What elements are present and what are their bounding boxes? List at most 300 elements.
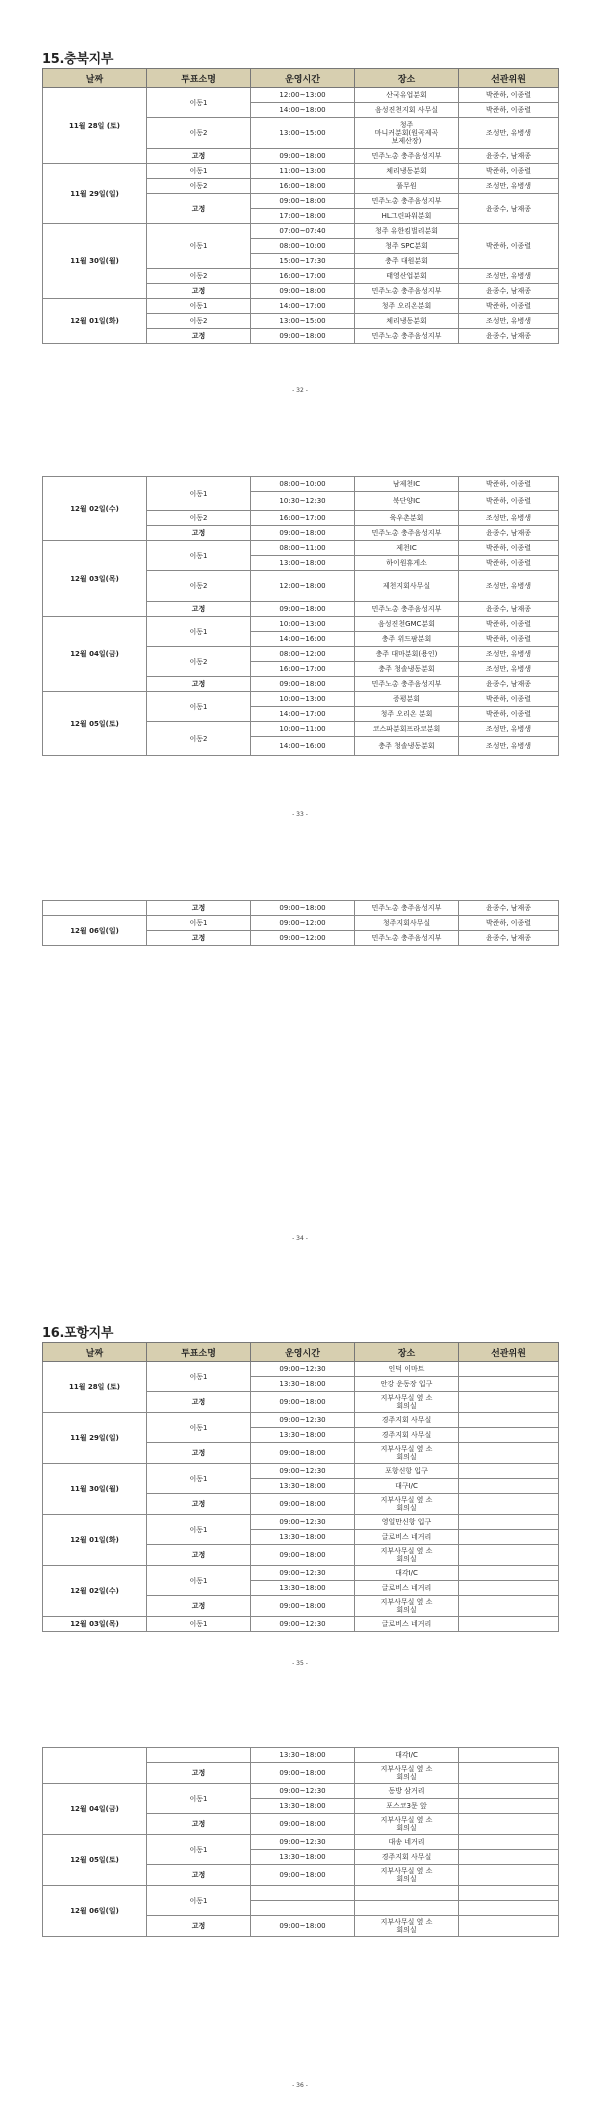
table-cell: 민주노총 충주음성지부	[355, 194, 459, 209]
table-cell: HL그린파워분회	[355, 209, 459, 224]
table-cell: 지부사무실 옆 소 회의실	[355, 1596, 459, 1617]
table-cell	[43, 901, 147, 916]
table-cell: 윤종수, 남재종	[459, 602, 559, 617]
table-cell: 포항신항 입구	[355, 1464, 459, 1479]
table-cell: 지부사무실 옆 소 회의실	[355, 1443, 459, 1464]
table-cell: 15:00~17:30	[251, 254, 355, 269]
table-cell: 10:30~12:30	[251, 492, 355, 511]
table-cell	[459, 1413, 559, 1428]
table-row	[43, 1362, 559, 1377]
table-cell: 17:00~18:00	[251, 209, 355, 224]
table-cell: 16:00~18:00	[251, 179, 355, 194]
table-cell: 09:00~18:00	[251, 1814, 355, 1835]
table-cell: 이동2	[147, 314, 251, 329]
table-cell: 고정	[147, 931, 251, 946]
table-cell: 09:00~18:00	[251, 1392, 355, 1413]
column-header: 선관위원	[459, 1343, 559, 1362]
column-header: 투표소명	[147, 1343, 251, 1362]
column-header: 투표소명	[147, 69, 251, 88]
table-row	[43, 1566, 559, 1581]
table-cell: 경주지회 사무실	[355, 1850, 459, 1865]
table-cell: 고정	[147, 602, 251, 617]
table-cell: 11월 29일(일)	[43, 164, 147, 224]
table-cell	[459, 1464, 559, 1479]
table-cell: 지부사무실 옆 소 회의실	[355, 1916, 459, 1937]
table-cell: 09:00~18:00	[251, 1916, 355, 1937]
table-cell: 09:00~18:00	[251, 1494, 355, 1515]
table-cell: 조성만, 유병생	[459, 737, 559, 756]
table-cell: 민주노총 충주음성지부	[355, 931, 459, 946]
table-cell: 글로비스 네거리	[355, 1617, 459, 1632]
table-cell: 윤종수, 남재종	[459, 284, 559, 299]
table-cell: 12월 05일(토)	[43, 1835, 147, 1886]
table-cell: 박준하, 이종렬	[459, 541, 559, 556]
table-cell: 조성만, 유병생	[459, 314, 559, 329]
table-cell: 박준하, 이종렬	[459, 617, 559, 632]
table-cell: 박준하, 이종렬	[459, 916, 559, 931]
table-row	[43, 617, 559, 632]
table-cell: 09:00~12:00	[251, 916, 355, 931]
table-cell: 청주 오리온 분회	[355, 707, 459, 722]
table-cell: 고정	[147, 1763, 251, 1784]
table-cell	[459, 1916, 559, 1937]
table-cell: 대구I/C	[355, 1479, 459, 1494]
table-cell: 13:00~15:00	[251, 118, 355, 149]
table-cell: 이동1	[147, 477, 251, 511]
table-cell: 10:00~11:00	[251, 722, 355, 737]
page-33-table-host	[0, 476, 532, 756]
table-cell: 민주노총 충주음성지부	[355, 149, 459, 164]
table-cell	[251, 1901, 355, 1916]
table-cell: 제천IC	[355, 541, 459, 556]
table-cell: 윤종수, 남재종	[459, 526, 559, 541]
table-cell: 지부사무실 옆 소 회의실	[355, 1814, 459, 1835]
table-cell: 조성만, 유병생	[459, 647, 559, 662]
table-cell	[147, 1748, 251, 1763]
table-cell: 09:00~18:00	[251, 1763, 355, 1784]
table-cell	[459, 1799, 559, 1814]
table-cell: 조성만, 유병생	[459, 269, 559, 284]
table-cell: 북단양IC	[355, 492, 459, 511]
table-cell: 08:00~11:00	[251, 541, 355, 556]
table-row	[43, 692, 559, 707]
schedule-table	[42, 68, 559, 344]
table-cell: 청주지회사무실	[355, 916, 459, 931]
table-cell: 박준하, 이종렬	[459, 299, 559, 314]
table-cell: 12월 02일(수)	[43, 477, 147, 541]
table-cell: 이동1	[147, 1617, 251, 1632]
page-number: - 33 -	[292, 811, 308, 818]
table-cell: 고정	[147, 1443, 251, 1464]
table-row	[43, 164, 559, 179]
table-cell: 청주 SPC분회	[355, 239, 459, 254]
table-cell: 이동1	[147, 164, 251, 179]
table-cell: 충주 위드팜분회	[355, 632, 459, 647]
table-cell: 이동1	[147, 541, 251, 571]
table-cell: 이동1	[147, 88, 251, 118]
table-cell: 09:00~18:00	[251, 1865, 355, 1886]
table-cell: 지부사무실 옆 소 회의실	[355, 1392, 459, 1413]
table-cell: 09:00~18:00	[251, 1545, 355, 1566]
table-cell: 09:00~12:30	[251, 1515, 355, 1530]
table-cell: 고정	[147, 677, 251, 692]
table-cell: 고정	[147, 1545, 251, 1566]
table-cell: 09:00~12:00	[251, 931, 355, 946]
table-cell: 민주노총 충주음성지부	[355, 284, 459, 299]
table-cell: 이동2	[147, 179, 251, 194]
table-cell: 인덕 이마트	[355, 1362, 459, 1377]
table-cell: 09:00~18:00	[251, 149, 355, 164]
table-cell: 이동1	[147, 1515, 251, 1545]
table-row	[43, 901, 559, 916]
table-cell: 12월 04일(금)	[43, 617, 147, 692]
column-header: 날짜	[43, 1343, 147, 1362]
schedule-table	[42, 900, 559, 946]
table-cell: 이동1	[147, 1566, 251, 1596]
table-row	[43, 1617, 559, 1632]
table-cell: 11:00~13:00	[251, 164, 355, 179]
table-cell: 대각I/C	[355, 1566, 459, 1581]
table-cell: 고정	[147, 1392, 251, 1413]
page-35-table-host	[0, 1342, 526, 1632]
table-cell: 10:00~13:00	[251, 692, 355, 707]
table-cell	[459, 1814, 559, 1835]
table-cell: 증평분회	[355, 692, 459, 707]
table-cell: 14:00~17:00	[251, 299, 355, 314]
table-cell: 고정	[147, 901, 251, 916]
table-cell	[355, 1886, 459, 1901]
table-cell: 충주 청솔냉동분회	[355, 737, 459, 756]
table-cell: 고정	[147, 1865, 251, 1886]
table-cell: 산국유업분회	[355, 88, 459, 103]
table-cell: 이동1	[147, 224, 251, 269]
column-header: 장소	[355, 69, 459, 88]
table-cell: 체리냉동분회	[355, 164, 459, 179]
table-cell: 남제천IC	[355, 477, 459, 492]
table-cell: 조성만, 유병생	[459, 722, 559, 737]
table-cell: 충주 대마분회(용인)	[355, 647, 459, 662]
table-cell: 12월 06일(일)	[43, 916, 147, 946]
table-row	[43, 541, 559, 556]
table-row	[43, 1784, 559, 1799]
table-cell: 이동1	[147, 1784, 251, 1814]
table-cell	[459, 1494, 559, 1515]
table-cell: 09:00~12:30	[251, 1464, 355, 1479]
column-header: 선관위원	[459, 69, 559, 88]
table-cell: 12월 03일(목)	[43, 541, 147, 617]
table-cell: 이동1	[147, 1835, 251, 1865]
table-cell: 윤종수, 남재종	[459, 149, 559, 164]
table-cell: 08:00~12:00	[251, 647, 355, 662]
table-cell: 포스코3문 앞	[355, 1799, 459, 1814]
table-cell: 이동1	[147, 617, 251, 647]
table-cell: 고정	[147, 194, 251, 224]
table-cell	[459, 1748, 559, 1763]
table-cell	[459, 1617, 559, 1632]
table-cell: 박준하, 이종렬	[459, 88, 559, 103]
table-cell: 조성만, 유병생	[459, 662, 559, 677]
table-cell: 11월 28일 (토)	[43, 88, 147, 164]
table-cell: 12월 03일(목)	[43, 1617, 147, 1632]
table-cell: 16:00~17:00	[251, 662, 355, 677]
page-number: - 32 -	[292, 387, 308, 394]
schedule-table	[42, 1747, 559, 1937]
table-cell: 글로비스 네거리	[355, 1581, 459, 1596]
table-cell: 13:30~18:00	[251, 1377, 355, 1392]
table-cell: 청주 유한킴벌리분회	[355, 224, 459, 239]
schedule-table	[42, 476, 559, 756]
table-cell: 13:00~15:00	[251, 314, 355, 329]
table-cell: 동방 삼거리	[355, 1784, 459, 1799]
table-cell	[459, 1865, 559, 1886]
page-number: - 35 -	[292, 1660, 308, 1667]
table-cell: 충주 청솔냉동분회	[355, 662, 459, 677]
table-cell: 청주 마니커분회(원곡제곡 보제산장)	[355, 118, 459, 149]
table-cell: 대각I/C	[355, 1748, 459, 1763]
table-cell: 14:00~17:00	[251, 707, 355, 722]
table-cell: 조성만, 유병생	[459, 118, 559, 149]
table-cell: 12월 02일(수)	[43, 1566, 147, 1617]
table-cell: 이동1	[147, 1413, 251, 1443]
table-cell: 민주노총 충주음성지부	[355, 329, 459, 344]
table-cell	[459, 1835, 559, 1850]
table-cell: 16:00~17:00	[251, 269, 355, 284]
table-cell: 윤종수, 남재종	[459, 931, 559, 946]
table-cell: 이동1	[147, 1464, 251, 1494]
table-cell	[459, 1530, 559, 1545]
table-cell	[459, 1443, 559, 1464]
table-cell: 16:00~17:00	[251, 511, 355, 526]
table-cell: 11월 29일(일)	[43, 1413, 147, 1464]
table-cell: 박준하, 이종렬	[459, 103, 559, 118]
table-cell: 안강 운동장 입구	[355, 1377, 459, 1392]
table-cell: 박준하, 이종렬	[459, 224, 559, 269]
table-cell: 고정	[147, 526, 251, 541]
table-cell: 박준하, 이종렬	[459, 632, 559, 647]
table-cell: 윤종수, 남재종	[459, 194, 559, 224]
table-cell: 코스파분회프라코분회	[355, 722, 459, 737]
table-row	[43, 88, 559, 103]
table-cell: 11월 30일(월)	[43, 224, 147, 299]
table-cell: 이동2	[147, 722, 251, 756]
table-cell: 13:30~18:00	[251, 1581, 355, 1596]
table-cell: 지부사무실 옆 소 회의실	[355, 1763, 459, 1784]
table-cell	[459, 1515, 559, 1530]
table-cell: 14:00~16:00	[251, 737, 355, 756]
table-cell: 민주노총 충주음성지부	[355, 526, 459, 541]
table-cell: 고정	[147, 149, 251, 164]
table-cell: 11월 30일(월)	[43, 1464, 147, 1515]
table-row	[43, 1464, 559, 1479]
table-cell: 박준하, 이종렬	[459, 477, 559, 492]
table-row	[43, 916, 559, 931]
table-cell: 하이원휴게소	[355, 556, 459, 571]
table-cell: 박준하, 이종렬	[459, 692, 559, 707]
table-row	[43, 477, 559, 492]
table-cell: 이동1	[147, 692, 251, 722]
table-cell: 이동2	[147, 647, 251, 677]
table-cell: 09:00~12:30	[251, 1362, 355, 1377]
table-cell: 조성만, 유병생	[459, 571, 559, 602]
table-cell: 09:00~12:30	[251, 1413, 355, 1428]
table-cell: 13:30~18:00	[251, 1530, 355, 1545]
table-cell	[459, 1901, 559, 1916]
table-cell: 윤종수, 남재종	[459, 329, 559, 344]
table-cell: 영일만신항 입구	[355, 1515, 459, 1530]
table-cell: 민주노총 충주음성지부	[355, 901, 459, 916]
table-cell	[459, 1479, 559, 1494]
sec-title-1: 15.충북지부	[42, 52, 114, 67]
table-cell: 09:00~18:00	[251, 526, 355, 541]
table-cell: 박준하, 이종렬	[459, 556, 559, 571]
table-cell: 이동2	[147, 571, 251, 602]
table-cell: 육우촌분회	[355, 511, 459, 526]
table-cell	[459, 1581, 559, 1596]
table-cell: 14:00~18:00	[251, 103, 355, 118]
table-cell: 12월 06일(일)	[43, 1886, 147, 1937]
table-cell: 경주지회 사무실	[355, 1428, 459, 1443]
table-cell: 이동1	[147, 1362, 251, 1392]
table-cell: 09:00~12:30	[251, 1617, 355, 1632]
table-cell	[459, 1763, 559, 1784]
table-cell: 09:00~12:30	[251, 1566, 355, 1581]
table-cell: 08:00~10:00	[251, 239, 355, 254]
page-number: - 34 -	[292, 1235, 308, 1242]
table-cell: 09:00~12:30	[251, 1784, 355, 1799]
table-header-row	[43, 69, 559, 88]
table-cell: 글로비스 네거리	[355, 1530, 459, 1545]
table-cell: 이동2	[147, 269, 251, 284]
table-cell: 13:30~18:00	[251, 1748, 355, 1763]
sec-title-2: 16.포항지부	[42, 1326, 114, 1341]
page-number: - 36 -	[292, 2082, 308, 2089]
table-cell: 12:00~18:00	[251, 571, 355, 602]
table-cell: 12:00~13:00	[251, 88, 355, 103]
schedule-table	[42, 1342, 559, 1632]
table-cell: 11월 28일 (토)	[43, 1362, 147, 1413]
table-cell: 지부사무실 옆 소 회의실	[355, 1865, 459, 1886]
table-cell	[355, 1901, 459, 1916]
table-row	[43, 1748, 559, 1763]
table-cell: 09:00~18:00	[251, 677, 355, 692]
table-cell: 음성진천GMC분회	[355, 617, 459, 632]
table-cell: 13:30~18:00	[251, 1799, 355, 1814]
table-cell: 경주지회 사무실	[355, 1413, 459, 1428]
table-cell: 10:00~13:00	[251, 617, 355, 632]
table-cell: 13:30~18:00	[251, 1479, 355, 1494]
table-cell: 고정	[147, 329, 251, 344]
table-cell: 12월 01일(화)	[43, 1515, 147, 1566]
table-cell: 조성만, 유병생	[459, 179, 559, 194]
table-cell: 박준하, 이종렬	[459, 707, 559, 722]
table-row	[43, 1886, 559, 1901]
table-cell: 대송 네거리	[355, 1835, 459, 1850]
column-header: 운영시간	[251, 69, 355, 88]
table-cell: 09:00~18:00	[251, 194, 355, 209]
table-cell	[459, 1566, 559, 1581]
column-header: 날짜	[43, 69, 147, 88]
table-cell: 14:00~16:00	[251, 632, 355, 647]
table-cell: 13:00~18:00	[251, 556, 355, 571]
table-cell: 태영산업분회	[355, 269, 459, 284]
table-cell: 민주노총 충주음성지부	[355, 602, 459, 617]
table-cell	[459, 1362, 559, 1377]
table-row	[43, 299, 559, 314]
table-cell: 이동2	[147, 118, 251, 149]
table-cell: 이동2	[147, 511, 251, 526]
page-34-table-host	[0, 900, 532, 946]
table-cell	[459, 1377, 559, 1392]
table-cell: 고정	[147, 1916, 251, 1937]
table-row	[43, 1515, 559, 1530]
table-cell: 음성진천지회 사무실	[355, 103, 459, 118]
table-cell	[43, 1748, 147, 1784]
table-header-row	[43, 1343, 559, 1362]
table-cell: 조성만, 유병생	[459, 511, 559, 526]
table-cell: 충주 대원분회	[355, 254, 459, 269]
table-cell: 12월 05일(토)	[43, 692, 147, 756]
table-cell: 09:00~18:00	[251, 284, 355, 299]
table-cell: 제천지회사무실	[355, 571, 459, 602]
table-cell: 윤종수, 남재종	[459, 677, 559, 692]
table-cell: 이동1	[147, 299, 251, 314]
page-32-table-host	[0, 68, 532, 344]
table-cell: 이동1	[147, 1886, 251, 1916]
column-header: 운영시간	[251, 1343, 355, 1362]
table-cell: 09:00~18:00	[251, 901, 355, 916]
table-cell	[459, 1850, 559, 1865]
table-cell: 민주노총 충주음성지부	[355, 677, 459, 692]
table-cell: 윤종수, 남재종	[459, 901, 559, 916]
page-36-table-host	[0, 1747, 517, 1937]
table-cell: 09:00~18:00	[251, 1443, 355, 1464]
table-row	[43, 1835, 559, 1850]
table-cell: 고정	[147, 284, 251, 299]
table-cell	[459, 1428, 559, 1443]
column-header: 장소	[355, 1343, 459, 1362]
table-cell: 13:30~18:00	[251, 1428, 355, 1443]
table-row	[43, 224, 559, 239]
table-cell: 09:00~12:30	[251, 1835, 355, 1850]
table-cell: 09:00~18:00	[251, 329, 355, 344]
table-cell: 박준하, 이종렬	[459, 164, 559, 179]
table-cell: 09:00~18:00	[251, 602, 355, 617]
table-cell: 고정	[147, 1596, 251, 1617]
table-cell: 13:30~18:00	[251, 1850, 355, 1865]
table-cell	[459, 1784, 559, 1799]
table-cell: 08:00~10:00	[251, 477, 355, 492]
table-row	[43, 1413, 559, 1428]
table-cell: 12월 01일(화)	[43, 299, 147, 344]
table-cell: 지부사무실 옆 소 회의실	[355, 1494, 459, 1515]
table-cell	[459, 1886, 559, 1901]
table-cell: 고정	[147, 1814, 251, 1835]
table-cell	[251, 1886, 355, 1901]
table-cell: 지부사무실 옆 소 회의실	[355, 1545, 459, 1566]
table-cell: 07:00~07:40	[251, 224, 355, 239]
table-cell: 12월 04일(금)	[43, 1784, 147, 1835]
table-cell: 박준하, 이종렬	[459, 492, 559, 511]
table-cell: 청주 오리온분회	[355, 299, 459, 314]
table-cell	[459, 1545, 559, 1566]
table-cell	[459, 1392, 559, 1413]
table-cell: 고정	[147, 1494, 251, 1515]
table-cell: 이동1	[147, 916, 251, 931]
table-cell: 체리냉동분회	[355, 314, 459, 329]
table-cell: 09:00~18:00	[251, 1596, 355, 1617]
table-cell: 풀무원	[355, 179, 459, 194]
table-cell	[459, 1596, 559, 1617]
